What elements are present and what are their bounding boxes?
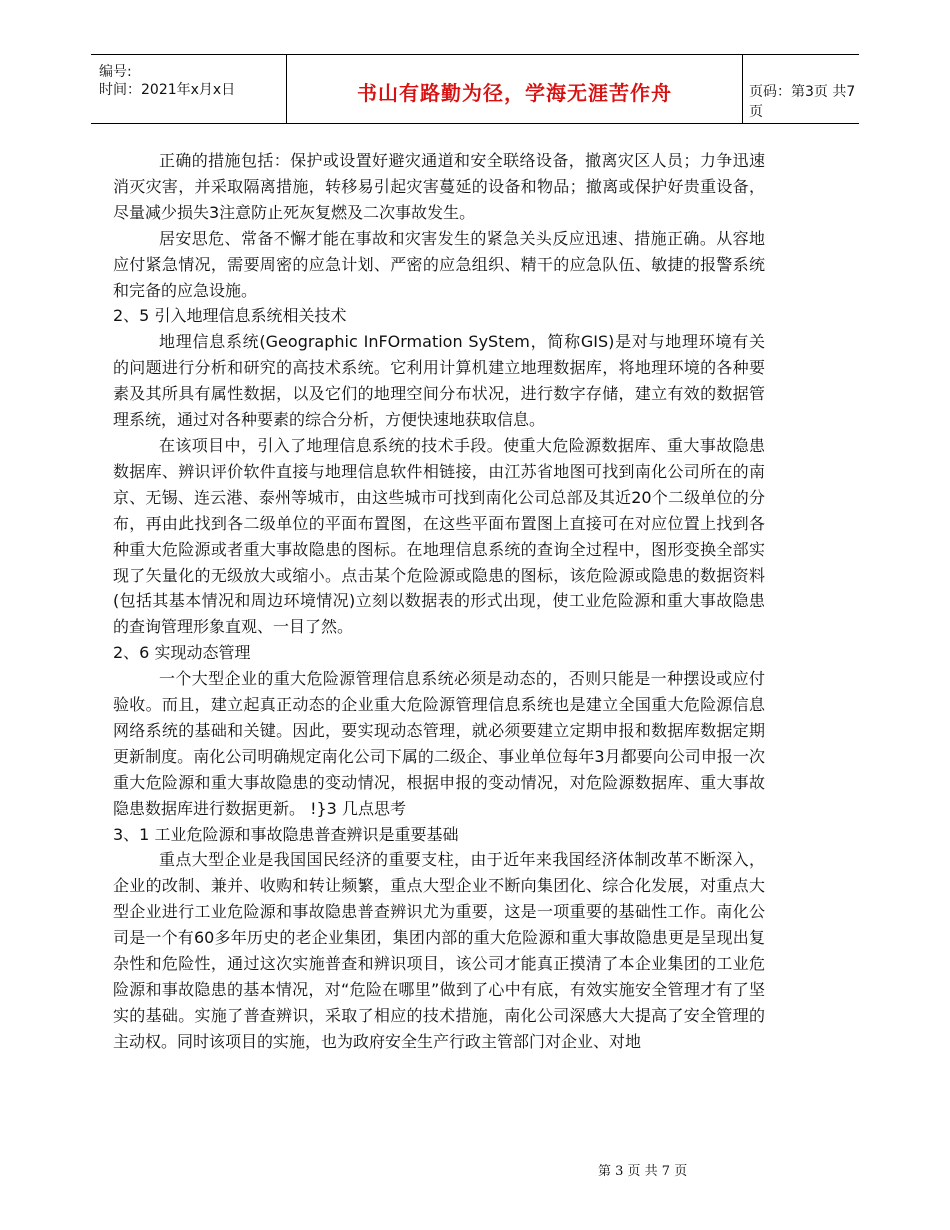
document-body [113, 148, 765, 1055]
paragraph: 正确的措施包括：保护或设置好避灾通道和安全联络设备，撤离灾区人员；力争迅速消灭灾害，并采取隔离措施，转移易引起灾害蔓延的设备和物品；撤离或保护好贵重设备，尽量减少损失3注意防止死灰复燃及二次事故发生。 [113, 151, 765, 222]
header-info-cell [91, 55, 286, 123]
page-code: 页码：第3页 共7页 [749, 84, 856, 120]
paragraph: 一个大型企业的重大危险源管理信息系统必须是动态的，否则只能是一种摆设或应付验收。而且，建立起真正动态的企业重大危险源管理信息系统也是建立全国重大危险源信息网络系统的基础和关键。因此，要实现动态管理，就必须要建立定期申报和数据库数据定期更新制度。南化公司明确规定南化公司下属的二级企、事业单位每年3月都要向公司申报一次重大危险源和重大事故隐患的变动情况，根据申报的变动情况，对危险源数据库、重大事故隐患数据库进行数据更新。 !}3 几点思考 [113, 669, 765, 818]
section-heading: 3、1 工业危险源和事故隐患普查辨识是重要基础 [113, 824, 459, 844]
paragraph: 居安思危、常备不懈才能在事故和灾害发生的紧急关头反应迅速、措施正确。从容地应付紧急情况，需要周密的应急计划、严密的应急组织、精干的应急队伍、敏捷的报警系统和完备的应急设施。 [113, 228, 765, 300]
time-label: 时间：2021年x月x日 [99, 82, 236, 98]
motto-text: 书山有路勤为径，学海无涯苦作舟 [357, 81, 672, 105]
paragraph: 在该项目中，引入了地理信息系统的技术手段。使重大危险源数据库、重大事故隐患数据库、辨识评价软件直接与地理信息软件相链接，由江苏省地图可找到南化公司所在的南京、无锡、连云港、泰州等城市，由这些城市可找到南化公司总部及其近20个二级单位的分布，再由此找到各二级单位的平面布置图，在这些平面布置图上直接可在对应位置上找到各种重大危险源或者重大事故隐患的图标。在地理信息系统的查询全过程中，图形变换全部实现了矢量化的无级放大或缩小。点击某个危险源或隐患的图标，该危险源或隐患的数据资料(包括其基本情况和周边环境情况)立刻以数据表的形式出现，使工业危险源和重大事故隐患的查询管理形象直观、一目了然。 [113, 435, 765, 637]
paragraph: 地理信息系统(Geographic InFOrmation SyStem，简称GIS)是对与地理环境有关的问题进行分析和研究的高技术系统。它利用计算机建立地理数据库，将地理环境的各种要素及其所具有属性数据，以及它们的地理空间分布状况，进行数字存储，建立有效的数据管理系统，通过对各种要素的综合分析，方便快速地获取信息。 [113, 332, 765, 430]
page-header [91, 54, 859, 124]
section-heading: 2、6 实现动态管理 [113, 643, 251, 663]
section-heading: 2、5 引入地理信息系统相关技术 [113, 306, 347, 326]
page-footer: 第 3 页 共 7 页 [598, 1164, 688, 1179]
header-motto-cell [286, 55, 743, 123]
header-page-cell [741, 55, 859, 123]
paragraph: 重点大型企业是我国国民经济的重要支柱，由于近年来我国经济体制改革不断深入，企业的改制、兼并、收购和转让频繁，重点大型企业不断向集团化、综合化发展，对重点大型企业进行工业危险源和事故隐患普查辨识尤为重要，这是一项重要的基础性工作。南化公司是一个有60多年历史的老企业集团，集团内部的重大危险源和重大事故隐患更是呈现出复杂性和危险性，通过这次实施普查和辨识项目，该公司才能真正摸清了本企业集团的工业危险源和事故隐患的基本情况，对“危险在哪里”做到了心中有底，有效实施安全管理才有了坚实的基础。实施了普查辨识，采取了相应的技术措施，南化公司深感大大提高了安全管理的主动权。同时该项目的实施，也为政府安全生产行政主管部门对企业、对地 [113, 850, 765, 1051]
number-label: 编号: [99, 64, 132, 80]
